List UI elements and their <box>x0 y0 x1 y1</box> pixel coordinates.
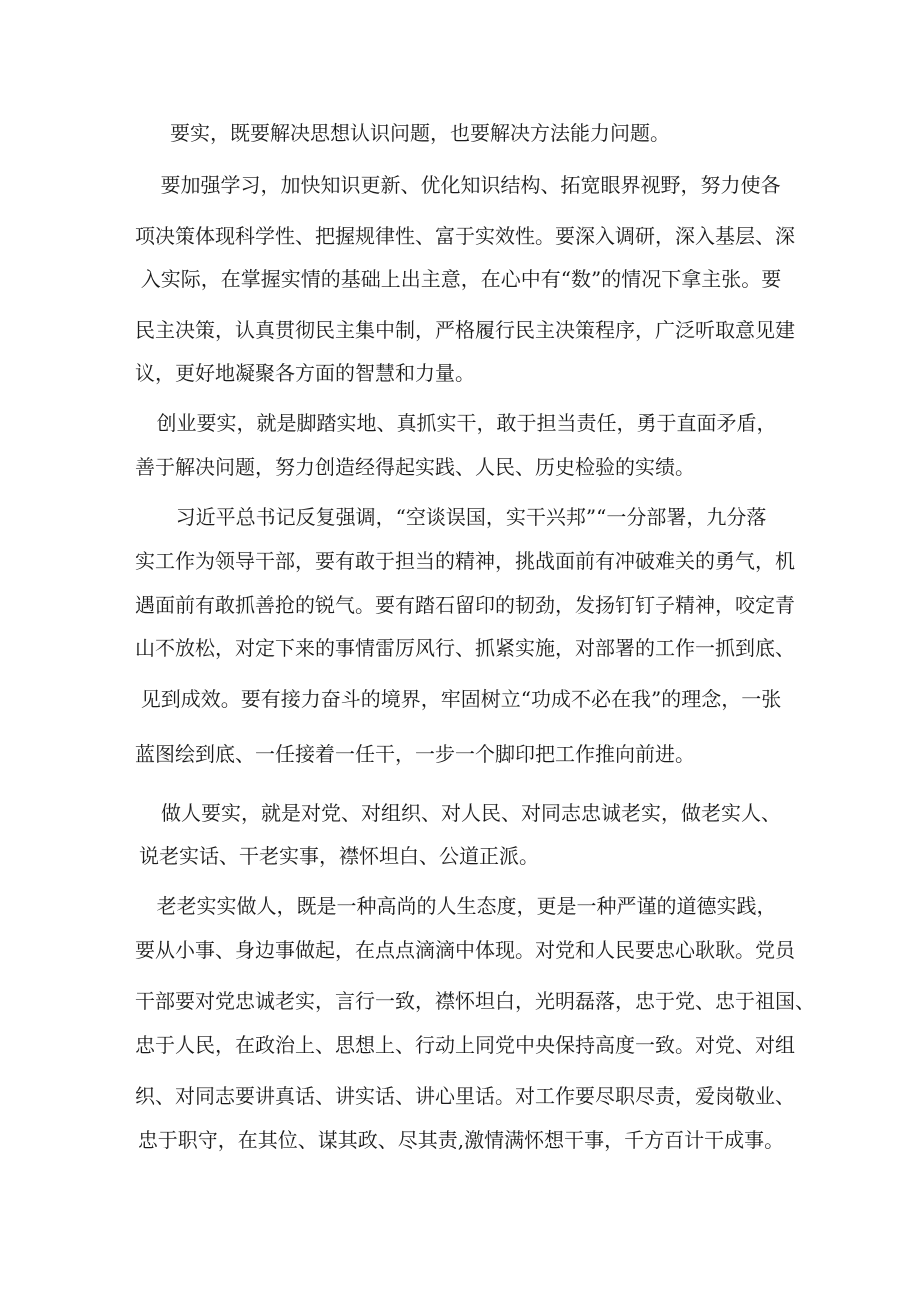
text-line <box>135 741 695 767</box>
text-line-content: 见到成效。要有接力奋斗的境界，牢固树立“功成不必在我”的理念，一张 <box>140 687 782 711</box>
text-line <box>135 937 795 963</box>
text-line-content: 山不放松，对定下来的事情雷厉风行、抓紧实施，对部署的工作一抓到底、 <box>135 636 795 660</box>
text-line <box>135 1083 795 1109</box>
text-line-content: 善于解决问题，努力创造经得起实践、人民、历史检验的实绩。 <box>135 455 695 479</box>
text-line-content: 入实际，在掌握实情的基础上出主意，在心中有“数”的情况下拿主张。要 <box>140 267 782 291</box>
text-line-content: 忠于职守，在其位、谋其政、尽其责,激情满怀想干事，千方百计干成事。 <box>137 1128 785 1152</box>
text-line-content: 创业要实，就是脚踏实地、真抓实干，敢于担当责任，勇于直面矛盾， <box>156 411 777 435</box>
text-line <box>155 893 778 919</box>
text-line <box>155 410 778 436</box>
text-line-content: 要实，既要解决思想认识问题，也要解决方法能力问题。 <box>170 121 670 145</box>
text-line-content: 老老实实做人，既是一种高尚的人生态度，更是一种严谨的道德实践， <box>156 894 777 918</box>
text-line <box>155 800 787 826</box>
text-line <box>135 686 787 712</box>
text-line-content: 织、对同志要讲真话、讲实话、讲心里话。对工作要尽职尽责，爱岗敬业、 <box>135 1084 795 1108</box>
text-line <box>135 635 795 661</box>
text-line-content: 忠于人民，在政治上、思想上、行动上同党中央保持高度一致。对党、对组 <box>135 1033 795 1057</box>
text-line-content: 项决策体现科学性、把握规律性、富于实效性。要深入调研，深入基层、深 <box>135 224 795 248</box>
text-line <box>135 223 795 249</box>
text-line-content: 要从小事、身边事做起，在点点滴滴中体现。对党和人民要忠心耿耿。党员 <box>135 938 795 962</box>
text-line <box>135 120 705 146</box>
text-line <box>135 1032 795 1058</box>
text-line-content: 遇面前有敢抓善抢的锐气。要有踏石留印的韧劲，发扬钉钉子精神，咬定青 <box>135 593 795 617</box>
text-line <box>135 988 815 1014</box>
text-line-content: 实工作为领导干部，要有敢于担当的精神，挑战面前有冲破难关的勇气，机 <box>135 549 795 573</box>
text-line-content: 民主决策，认真贯彻民主集中制，严格履行民主决策程序，广泛听取意见建 <box>135 318 795 342</box>
text-line <box>135 1127 787 1153</box>
text-line <box>135 266 787 292</box>
text-line <box>155 172 786 198</box>
text-line-content: 要加强学习，加快知识更新、优化知识结构、拓宽眼界视野，努力使各 <box>160 173 781 197</box>
text-line <box>135 592 795 618</box>
text-line-content: 习近平总书记反复强调，“空谈误国，实干兴邦”“一分部署，九分落 <box>175 505 767 529</box>
text-line-content: 蓝图绘到底、一任接着一任干，一步一个脚印把工作推向前进。 <box>135 742 695 766</box>
text-line <box>135 843 543 869</box>
text-line-content: 说老实话、干老实事，襟怀坦白、公道正派。 <box>139 844 539 868</box>
text-line-content: 做人要实，就是对党、对组织、对人民、对同志忠诚老实，做老实人、 <box>161 801 781 825</box>
text-line <box>135 548 795 574</box>
text-line <box>135 454 695 480</box>
text-line-content: 干部要对党忠诚老实，言行一致，襟怀坦白，光明磊落，忠于党、忠于祖国、 <box>135 989 815 1013</box>
text-line <box>135 317 795 343</box>
text-line <box>135 360 475 386</box>
text-line-content: 议，更好地凝聚各方面的智慧和力量。 <box>135 361 475 385</box>
text-line <box>155 504 787 530</box>
